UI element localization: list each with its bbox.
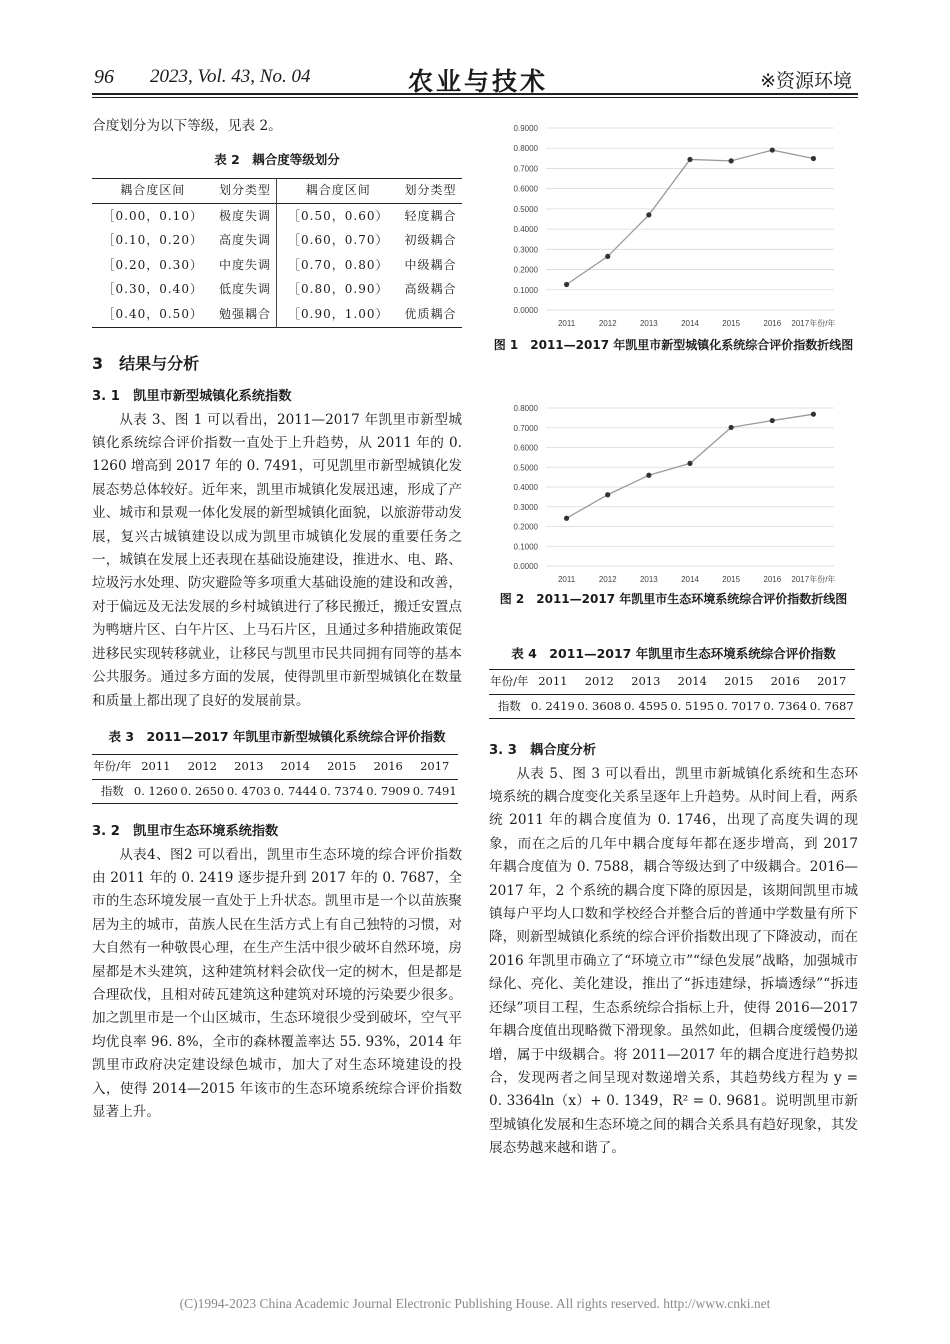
t4-header: 2015 [724,674,754,689]
data-point [646,212,651,217]
t2-cell: ［0.90，1.00） [288,306,389,321]
t2-cell: ［0.50，0.60） [288,208,389,223]
t2-header: 耦合度区间 [120,183,186,198]
data-point [729,158,734,163]
data-point [564,282,569,287]
t4-cell: 0. 3608 [577,698,622,713]
table2 [92,178,462,328]
x-tick-label: 2014 [681,575,699,584]
x-tick-label: 2016 [763,575,782,584]
paragraph-3-2: 从表4、图2 可以看出，凯里市生态环境的综合评价指数由 2011 年的 0. 2419 逐步提升到 2017 年的 0. 7687，全市的生态环境发展一直处于上升状态。凯里市是一个以苗族聚居为主的城市，苗族人民在生活方式上有自己独特的习惯，对大自然有一种敬畏心理，在生产生活中很少破坏自然环境，房屋都是木头建筑，这种建筑材料会砍伐一定的树木，但是都是合理砍伐，且相对砖瓦建筑这种建筑对环境的污染要少很多。加之凯里市是一个山区城市，生态环境很少受到破坏，空气平均优良率 96. 8%，全市的森林覆盖率达 55. 93%，2014 年凯里市政府决定建设绿色城市，加大了对生态环境建设的投入，使得 2014—2015 年该市的生态环境系统综合评价指数显著上升。 [92,846,462,1120]
section-heading-3-3: 3. 3 耦合度分析 [489,743,597,759]
t4-header: 2017 [817,674,847,689]
t3-header: 2014 [280,759,310,774]
table-row [92,204,462,229]
y-tick-label: 0.3000 [513,245,538,255]
t2-cell: ［0.10，0.20） [102,233,203,248]
section-heading-3: 3 结果与分析 [92,353,200,373]
t3-cell: 0. 4703 [226,783,271,798]
figure2-caption: 图 2 2011—2017 年凯里市生态环境系统综合评价指数折线图 [499,592,848,606]
x-tick-label: 2016 [763,319,782,328]
t2-cell: 中级耦合 [404,257,457,272]
t3-cell: 0. 2650 [180,783,225,798]
section-label: ※资源环境 [760,70,852,92]
t2-cell: ［0.80，0.90） [288,282,389,297]
y-tick-label: 0.2000 [513,522,538,532]
data-point [605,492,610,497]
intro-text: 合度划分为以下等级，见表 2。 [92,118,282,134]
t2-cell: 中度失调 [213,253,277,278]
t3-header: 年份/年 [93,759,132,774]
x-tick-label: 2015 [722,575,741,584]
journal-volume: 2023, Vol. 43, No. 04 [150,66,311,87]
y-tick-label: 0.9000 [513,124,538,133]
series-line [567,150,814,284]
y-tick-label: 0.1000 [513,542,538,552]
table-row [489,694,855,718]
table-row [92,779,458,803]
y-tick-label: 0.3000 [513,502,538,512]
data-point [811,412,816,417]
t2-cell: 勉强耦合 [213,302,277,327]
y-tick-label: 0.2000 [513,265,538,275]
t2-cell: 极度失调 [213,204,277,229]
t3-cell: 0. 7491 [412,783,457,798]
t4-cell: 0. 7364 [763,698,808,713]
t2-cell: ［0.30，0.40） [102,282,203,297]
y-tick-label: 0.4000 [513,225,538,235]
paragraph-3-1: 从表 3、图 1 可以看出，2011—2017 年凯里市新型城镇化系统综合评价指数一直处于上升趋势，从 2011 年的 0. 1260 增高到 2017 年的 0. 7491，可见凯里市新型城镇化发展态势总体较好。近年来，凯里市城镇化发展迅速，形成了产业、城市和景观一体化发展的新型城镇化面貌，以旅游带动发展，复兴古城镇建设以成为凯里市城镇化发展的重要任务之一，城镇在发展上还表现在基础设施建设，推进水、电、路、垃圾污水处理、防灾避险等多项重大基础设施的建设和改善，对于偏远及无法发展的乡村城镇进行了移民搬迁，搬迁安置点为鸭塘片区、白午片区、上马石片区，且通过多种措施政策促进移民实现转移就业，让移民与凯里市民共同拥有同等的基本公共服务。通过多方面的发展，使得凯里市新型城镇化在数量和质量上都出现了良好的发展前景。 [92,411,462,709]
t4-cell: 0. 7687 [809,698,854,713]
section-heading-3-2: 3. 2 凯里市生态环境系统指数 [92,824,279,840]
y-tick-label: 0.5000 [513,204,538,214]
y-tick-label: 0.8000 [513,144,538,154]
data-point [687,461,692,466]
x-tick-label: 2013 [639,575,658,584]
y-tick-label: 0.5000 [513,463,538,473]
data-point [564,516,569,521]
x-tick-label: 2017年份/年 [791,575,836,584]
table4 [489,669,855,719]
left-column [92,115,462,1124]
t2-cell: 初级耦合 [404,233,457,248]
y-tick-label: 0.8000 [513,404,538,413]
header-rule-thin [92,97,858,98]
t2-cell: 优质耦合 [404,306,457,321]
t4-cell: 0. 4595 [623,698,668,713]
table-row [92,229,462,254]
t4-cell: 0. 7017 [716,698,761,713]
x-tick-label: 2011 [557,575,576,584]
section-heading-3-1: 3. 1 凯里市新型城镇化系统指数 [92,389,292,405]
data-point [729,425,734,430]
t2-cell: 低度失调 [213,278,277,303]
t2-cell: ［0.20，0.30） [102,257,203,272]
running-header [92,66,858,96]
x-tick-label: 2017年份/年 [791,319,836,328]
journal-title: 农业与技术 [408,67,549,96]
t3-header: 2016 [373,759,403,774]
x-tick-label: 2012 [598,575,617,584]
y-tick-label: 0.7000 [513,423,538,433]
data-point [687,157,692,162]
t3-cell: 0. 7909 [366,783,411,798]
x-tick-label: 2013 [639,319,658,328]
t2-cell: 高级耦合 [404,282,457,297]
y-tick-label: 0.7000 [513,164,538,174]
t3-cell: 0. 7444 [273,783,318,798]
t4-cell: 指数 [497,698,521,713]
t4-header: 2014 [677,674,707,689]
series-line [567,414,814,518]
table4-caption: 表 4 2011—2017 年凯里市生态环境系统综合评价指数 [511,646,836,661]
data-point [605,254,610,259]
y-tick-label: 0.4000 [513,483,538,492]
y-tick-label: 0.1000 [513,285,538,295]
t3-header: 2017 [420,759,450,774]
t2-cell: ［0.00，0.10） [102,208,203,223]
t4-cell: 0. 5195 [670,698,715,713]
paragraph-3-3: 从表 5、图 3 可以看出，凯里市新城镇化系统和生态环境系统的耦合度变化关系呈逐年上升趋势。从时间上看，两系统 2011 年的耦合度值为 0. 1746，出现了高度失调的现象，而在之后的几年中耦合度每年都在逐步增高，到 2017 年耦合度值为 0. 7588，耦合等级达到了中级耦合。2016—2017 年，2 个系统的耦合度下降的原因是，该期间凯里市城镇每户平均人口数和学校经合并整合后的普通中学数量有所下降，则新型城镇化系统的综合评价指数出现了下降波动，而在 2016 年凯里市确立了“环境立市”“绿色发展”战略，加强城市绿化、亮化、美化建设，推出了“拆违建绿，拆墙透绿”“拆违还绿”项目工程，生态系统综合指标上升，使得 2016—2017 年耦合度值出现略微下滑现象。虽然如此，但耦合度缓慢仍递增，属于中级耦合。将 2011—2017 年的耦合度进行趋势拟合，发现两者之间呈现对数递增关系，其趋势线方程为 y = 0. 3364ln（x）+ 0. 1349，R² = 0. 9681。说明凯里市新型城镇化发展和生态环境之间的耦合关系具有趋好现象，其发展态势越来越和谐了。 [489,765,858,1157]
right-column-text [489,642,858,1161]
t4-header: 2012 [584,674,614,689]
copyright-footer: (C)1994-2023 China Academic Journal Electronic Publishing House. All rights reserved. http://www.cnki.net [179,1296,771,1311]
t2-header: 划分类型 [404,183,457,198]
table3-caption: 表 3 2011—2017 年凯里市新型城镇化系统综合评价指数 [108,728,446,744]
x-tick-label: 2015 [722,319,741,328]
x-tick-label: 2012 [598,319,617,328]
y-tick-label: 0.6000 [513,443,538,453]
table-row [92,253,462,278]
t4-cell: 0. 2419 [530,698,575,713]
page-number: 96 [94,66,114,88]
t2-header: 耦合度区间 [305,183,371,198]
y-tick-label: 0.0000 [513,306,538,315]
data-point [646,473,651,478]
data-point [811,156,816,161]
y-tick-label: 0.0000 [513,562,538,571]
t3-header: 2011 [141,759,171,774]
figure2-chart [489,400,859,588]
t2-cell: 高度失调 [213,229,277,254]
t3-header: 2013 [234,759,264,774]
x-tick-label: 2014 [681,319,699,328]
table-row [92,278,462,303]
t4-header: 2016 [770,674,800,689]
t4-header: 年份/年 [490,674,529,689]
header-rule [92,93,858,95]
figure1-caption: 图 1 2011—2017 年凯里市新型城镇化系统综合评价指数折线图 [493,338,854,352]
t3-cell: 0. 7374 [319,783,364,798]
data-point [770,418,775,423]
t3-cell: 指数 [100,783,124,798]
y-tick-label: 0.6000 [513,184,538,194]
t3-cell: 0. 1260 [133,783,178,798]
t4-header: 2011 [538,674,568,689]
t2-cell: ［0.60，0.70） [288,233,389,248]
figure1-chart [489,120,859,332]
t3-header: 2015 [327,759,357,774]
t4-header: 2013 [631,674,661,689]
table2-caption: 表 2 耦合度等级划分 [214,152,340,168]
t2-cell: 轻度耦合 [404,208,457,223]
x-tick-label: 2011 [557,319,576,328]
table-row [92,302,462,327]
table3 [92,754,458,804]
t3-header: 2012 [187,759,217,774]
t2-header: 划分类型 [213,178,277,204]
t2-cell: ［0.40，0.50） [102,306,203,321]
t2-cell: ［0.70，0.80） [288,257,389,272]
data-point [770,147,775,152]
